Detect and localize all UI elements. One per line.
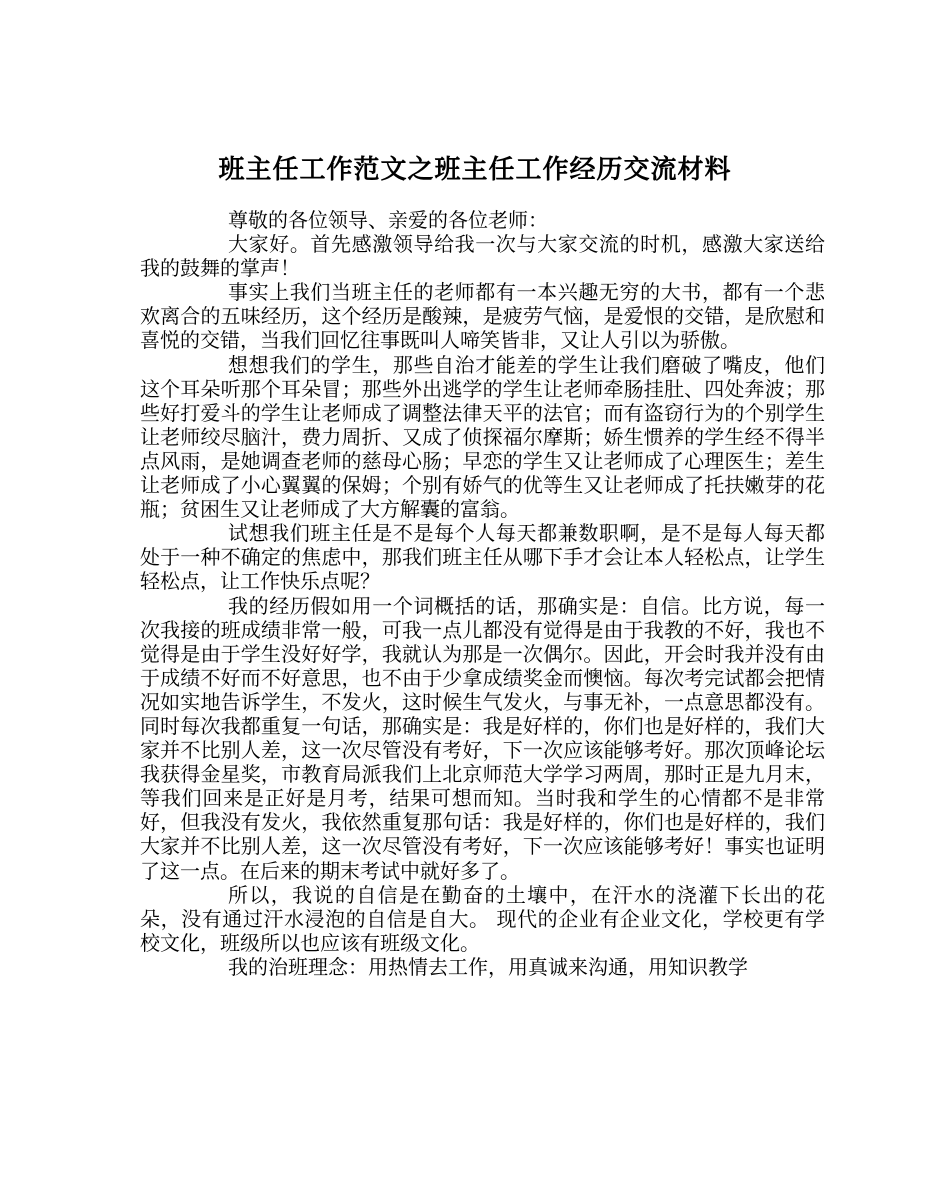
document-title: 班主任工作范文之班主任工作经历交流材料 [218, 155, 732, 186]
paragraph-greeting: 尊敬的各位领导、亲爱的各位老师： [228, 208, 548, 232]
paragraph-experience: 事实上我们当班主任的老师都有一本兴趣无穷的大书，都有一个悲欢离合的五味经历，这个经历是酸辣，是疲劳气恼，是爱恨的交错，是欣慰和喜悦的交错，当我们回忆往事既叫人啼笑皆非，又让人引以为骄傲。 [140, 280, 825, 353]
paragraph-thanks: 大家好。首先感激领导给我一次与大家交流的时机，感激大家送给我的鼓舞的掌声！ [140, 232, 825, 281]
paragraph-question: 试想我们班主任是不是每个人每天都兼数职啊，是不是每人每天都处于一种不确定的焦虑中，那我们班主任从哪下手才会让本人轻松点，让学生轻松点，让工作快乐点呢？ [140, 521, 825, 594]
paragraph-culture: 所以，我说的自信是在勤奋的土壤中，在汗水的浇灌下长出的花朵，没有通过汗水浸泡的自信是自大。 现代的企业有企业文化，学校更有学校文化，班级所以也应该有班级文化。 [140, 882, 825, 955]
document-body [140, 208, 825, 979]
paragraph-confidence: 我的经历假如用一个词概括的话，那确实是：自信。比方说，每一次我接的班成绩非常一般，可我一点儿都没有觉得是由于我教的不好，我也不觉得是由于学生没好好学，我就认为那是一次偶尔。因此，开会时我并没有由于成绩不好而不好意思，也不由于少拿成绩奖金而懊恼。每次考完试都会把情况如实地告诉学生，不发火，这时候生气发火，与事无补，一点意思都没有。同时每次我都重复一句话，那确实是：我是好样的，你们也是好样的，我们大家并不比别人差，这一次尽管没有考好，下一次应该能够考好。那次顶峰论坛我获得金星奖，市教育局派我们上北京师范大学学习两周，那时正是九月末，等我们回来是正好是月考，结果可想而知。当时我和学生的心情都不是非常好，但我没有发火，我依然重复那句话：我是好样的，你们也是好样的，我们大家并不比别人差，这一次尽管没有考好，下一次应该能够考好！事实也证明了这一点。在后来的期末考试中就好多了。 [140, 593, 825, 883]
paragraph-students: 想想我们的学生，那些自治才能差的学生让我们磨破了嘴皮，他们这个耳朵听那个耳朵冒；那些外出逃学的学生让老师牵肠挂肚、四处奔波；那些好打爱斗的学生让老师成了调整法律天平的法官；而有盗窃行为的个别学生让老师绞尽脑汁，费力周折、又成了侦探福尔摩斯；娇生惯养的学生经不得半点风雨，是她调查老师的慈母心肠；早恋的学生又让老师成了心理医生；差生让老师成了小心翼翼的保姆；个别有娇气的优等生又让老师成了托扶嫩芽的花瓶；贫困生又让老师成了大方解囊的富翁。 [140, 352, 825, 522]
paragraph-philosophy: 我的治班理念：用热情去工作，用真诚来沟通，用知识教学 [228, 954, 748, 979]
